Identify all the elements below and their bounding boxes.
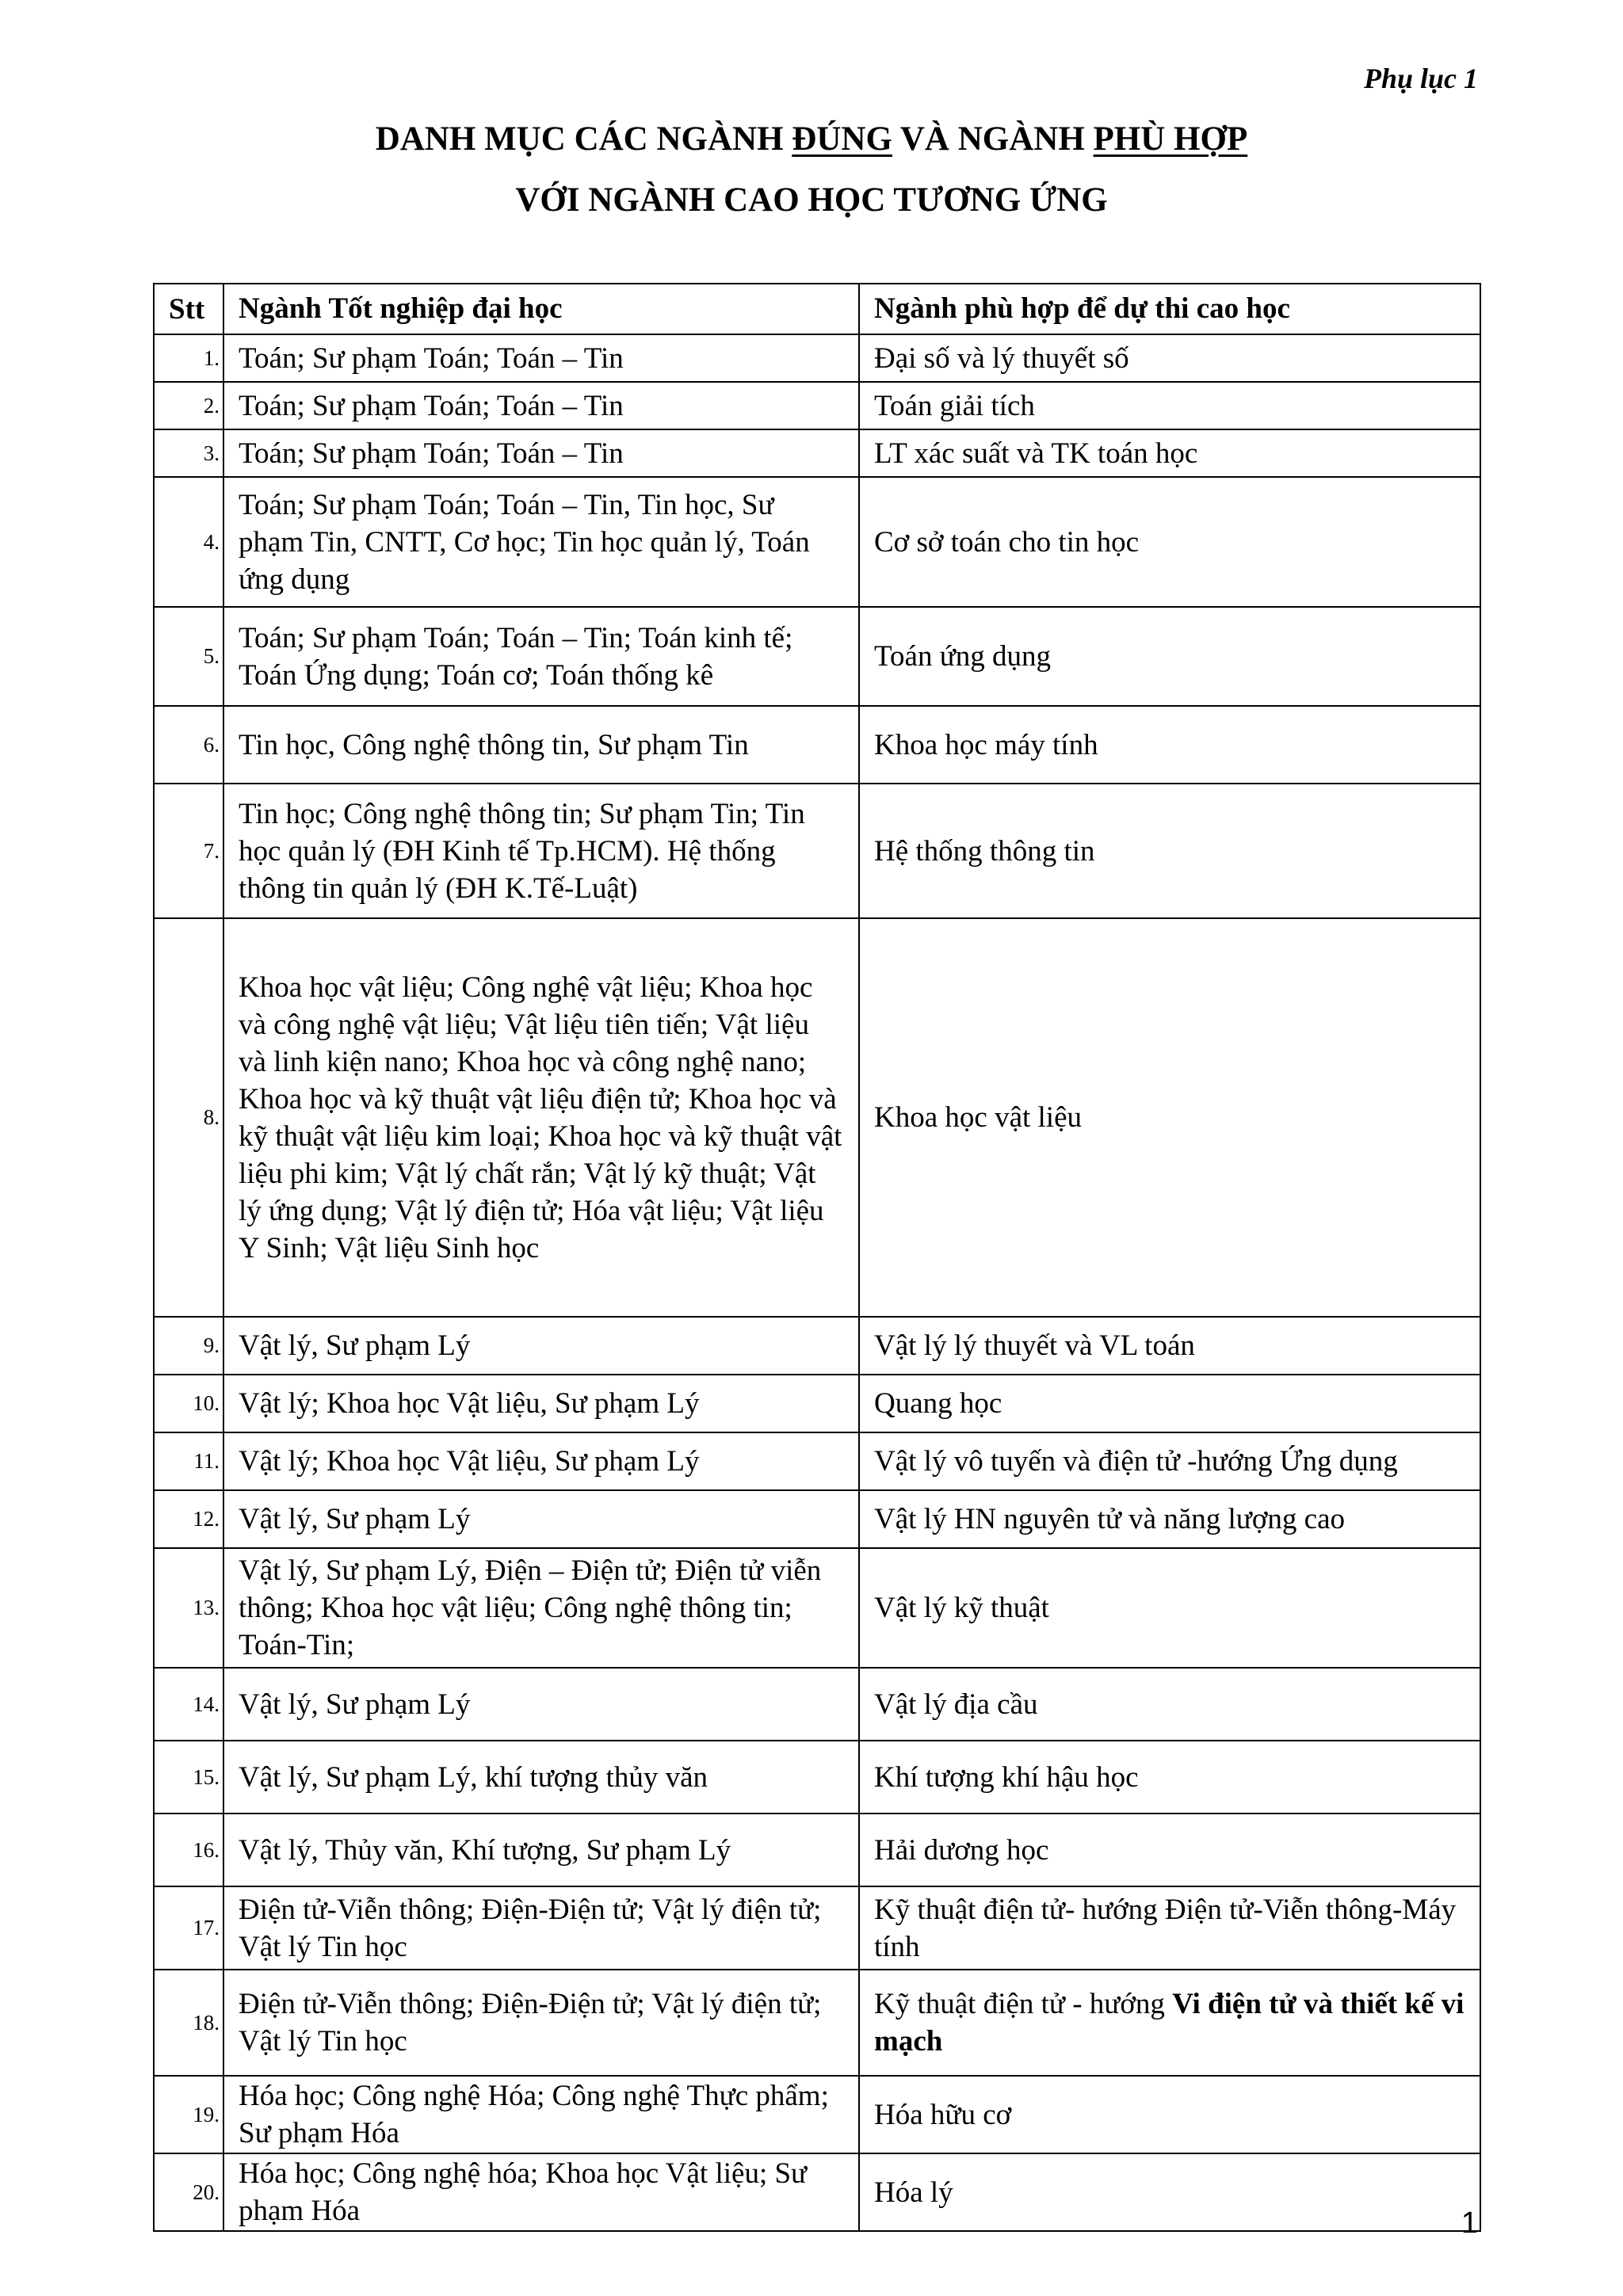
title-text-c: VÀ NGÀNH: [892, 120, 1094, 158]
table-row: [154, 477, 1480, 607]
undergrad-major-cell: Vật lý, Thủy văn, Khí tượng, Sư phạm Lý: [223, 1814, 859, 1886]
undergrad-major-cell: Vật lý; Khoa học Vật liệu, Sư phạm Lý: [223, 1375, 859, 1432]
suitable-major-cell: Cơ sở toán cho tin học: [859, 477, 1480, 607]
row-number: 2.: [154, 382, 223, 429]
row-number: 7.: [154, 784, 223, 918]
row-number: 8.: [154, 918, 223, 1317]
undergrad-major-cell: Vật lý, Sư phạm Lý, Điện – Điện tử; Điện tử viễn thông; Khoa học vật liệu; Công nghệ thông tin; Toán-Tin;: [223, 1548, 859, 1668]
table-row: [154, 1741, 1480, 1814]
row-number: 18.: [154, 1970, 223, 2076]
undergrad-major-cell: Vật lý, Sư phạm Lý: [223, 1490, 859, 1548]
row-number: 16.: [154, 1814, 223, 1886]
row-number: 15.: [154, 1741, 223, 1814]
undergrad-major-cell: Tin học; Công nghệ thông tin; Sư phạm Tin; Tin học quản lý (ĐH Kinh tế Tp.HCM). Hệ thống thông tin quản lý (ĐH K.Tế-Luật): [223, 784, 859, 918]
table-row: [154, 1317, 1480, 1375]
undergrad-major-cell: Vật lý, Sư phạm Lý: [223, 1668, 859, 1741]
suitable-major-cell: Hải dương học: [859, 1814, 1480, 1886]
suitable-major-cell: Kỹ thuật điện tử- hướng Điện tử-Viễn thông-Máy tính: [859, 1886, 1480, 1970]
column-header-suitable-major: Ngành phù hợp để dự thi cao học: [859, 284, 1480, 334]
undergrad-major-cell: Khoa học vật liệu; Công nghệ vật liệu; Khoa học và công nghệ vật liệu; Vật liệu tiên tiến; Vật liệu và linh kiện nano; Khoa học và công nghệ nano; Khoa học và kỹ thuật vật liệu điện tử; Khoa học và kỹ thuật vật liệu kim loại; Khoa học và kỹ thuật vật liệu phi kim; Vật lý chất rắn; Vật lý kỹ thuật; Vật lý ứng dụng; Vật lý điện tử; Hóa vật liệu; Vật liệu Y Sinh; Vật liệu Sinh học: [223, 918, 859, 1317]
table-row: [154, 1970, 1480, 2076]
column-header-stt: Stt: [154, 284, 223, 334]
title-text-underlined-suitable: PHÙ HỢP: [1093, 120, 1248, 158]
row-number: 14.: [154, 1668, 223, 1741]
table-row: [154, 1668, 1480, 1741]
undergrad-major-cell: Toán; Sư phạm Toán; Toán – Tin; Toán kinh tế; Toán Ứng dụng; Toán cơ; Toán thống kê: [223, 607, 859, 706]
row-number: 4.: [154, 477, 223, 607]
undergrad-major-cell: Toán; Sư phạm Toán; Toán – Tin, Tin học, Sư phạm Tin, CNTT, Cơ học; Tin học quản lý, Toán ứng dụng: [223, 477, 859, 607]
undergrad-major-cell: Điện tử-Viễn thông; Điện-Điện tử; Vật lý điện tử; Vật lý Tin học: [223, 1970, 859, 2076]
suitable-major-cell: Vật lý địa cầu: [859, 1668, 1480, 1741]
row-number: 3.: [154, 429, 223, 477]
undergrad-major-cell: Điện tử-Viễn thông; Điện-Điện tử; Vật lý điện tử; Vật lý Tin học: [223, 1886, 859, 1970]
suitable-major-cell: Vật lý vô tuyến và điện tử -hướng Ứng dụng: [859, 1432, 1480, 1490]
row-number: 1.: [154, 334, 223, 382]
row-number: 19.: [154, 2076, 223, 2153]
undergrad-major-cell: Toán; Sư phạm Toán; Toán – Tin: [223, 382, 859, 429]
table-row: [154, 1432, 1480, 1490]
table-row: [154, 429, 1480, 477]
undergrad-major-cell: Vật lý, Sư phạm Lý: [223, 1317, 859, 1375]
table-row: [154, 1814, 1480, 1886]
title-text-underlined-correct: ĐÚNG: [792, 120, 892, 158]
row-number: 5.: [154, 607, 223, 706]
suitable-major-cell: LT xác suất và TK toán học: [859, 429, 1480, 477]
page-number: 1: [1461, 2206, 1478, 2240]
table-row: [154, 1886, 1480, 1970]
suitable-major-cell: Toán giải tích: [859, 382, 1480, 429]
row-number: 12.: [154, 1490, 223, 1548]
suitable-major-cell: Vật lý HN nguyên tử và năng lượng cao: [859, 1490, 1480, 1548]
suitable-major-cell: Hệ thống thông tin: [859, 784, 1480, 918]
title-text-a: DANH MỤC CÁC NGÀNH: [375, 120, 792, 158]
row-number: 20.: [154, 2153, 223, 2231]
table-row: [154, 1548, 1480, 1668]
undergrad-major-cell: Toán; Sư phạm Toán; Toán – Tin: [223, 429, 859, 477]
undergrad-major-cell: Tin học, Công nghệ thông tin, Sư phạm Tin: [223, 706, 859, 784]
undergrad-major-cell: Hóa học; Công nghệ Hóa; Công nghệ Thực phẩm; Sư phạm Hóa: [223, 2076, 859, 2153]
table-header-row: [154, 284, 1480, 334]
table-row: [154, 382, 1480, 429]
suitable-major-cell: [859, 1970, 1480, 2076]
undergrad-major-cell: Vật lý, Sư phạm Lý, khí tượng thủy văn: [223, 1741, 859, 1814]
row-number: 10.: [154, 1375, 223, 1432]
suitable-major-cell: Hóa lý: [859, 2153, 1480, 2231]
undergrad-major-cell: Toán; Sư phạm Toán; Toán – Tin: [223, 334, 859, 382]
suitable-major-cell: Khoa học vật liệu: [859, 918, 1480, 1317]
suitable-major-cell: Khoa học máy tính: [859, 706, 1480, 784]
suitable-major-text: Kỹ thuật điện tử - hướng: [874, 1988, 1173, 2020]
table-row: [154, 2076, 1480, 2153]
undergrad-major-cell: Vật lý; Khoa học Vật liệu, Sư phạm Lý: [223, 1432, 859, 1490]
row-number: 6.: [154, 706, 223, 784]
table-row: [154, 607, 1480, 706]
row-number: 11.: [154, 1432, 223, 1490]
table-row: [154, 1375, 1480, 1432]
suitable-major-cell: Đại số và lý thuyết số: [859, 334, 1480, 382]
column-header-undergrad-major: Ngành Tốt nghiệp đại học: [223, 284, 859, 334]
document-title-line-2: VỚI NGÀNH CAO HỌC TƯƠNG ỨNG: [515, 181, 1108, 219]
table-row: [154, 1490, 1480, 1548]
suitable-major-cell: Quang học: [859, 1375, 1480, 1432]
table-row: [154, 2153, 1480, 2231]
suitable-major-cell: Hóa hữu cơ: [859, 2076, 1480, 2153]
table-row: [154, 918, 1480, 1317]
suitable-major-cell: Toán ứng dụng: [859, 607, 1480, 706]
suitable-major-emphasis: Vi điện tử và thiết kế vi mạch: [874, 1988, 1465, 2058]
majors-table: [153, 283, 1481, 2232]
suitable-major-cell: Khí tượng khí hậu học: [859, 1741, 1480, 1814]
row-number: 17.: [154, 1886, 223, 1970]
table-row: [154, 706, 1480, 784]
suitable-major-cell: Vật lý kỹ thuật: [859, 1548, 1480, 1668]
appendix-label: Phụ lục 1: [1363, 63, 1478, 94]
suitable-major-cell: Vật lý lý thuyết và VL toán: [859, 1317, 1480, 1375]
row-number: 9.: [154, 1317, 223, 1375]
document-title-line-1: [0, 122, 1623, 156]
row-number: 13.: [154, 1548, 223, 1668]
table-row: [154, 334, 1480, 382]
undergrad-major-cell: Hóa học; Công nghệ hóa; Khoa học Vật liệu; Sư phạm Hóa: [223, 2153, 859, 2231]
table-row: [154, 784, 1480, 918]
